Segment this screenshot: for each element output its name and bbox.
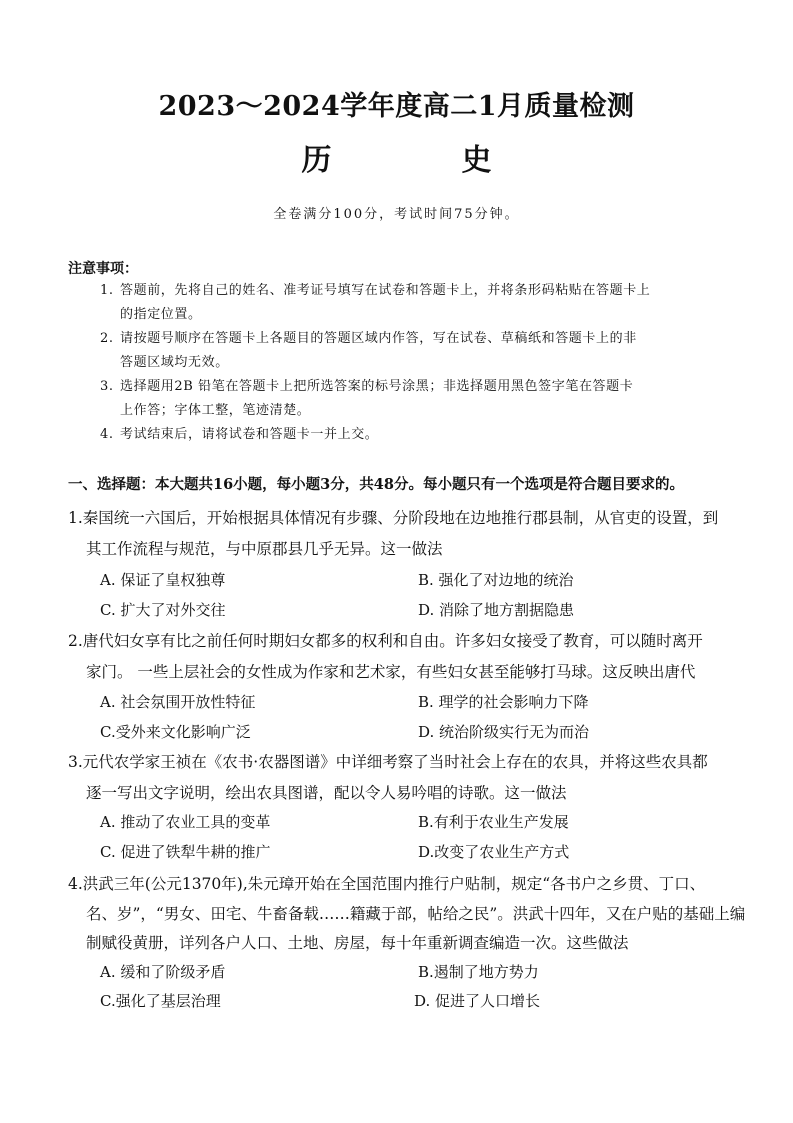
option-a: A. 社会氛围开放性特征 [100, 693, 256, 711]
notice-number: 1. [100, 283, 114, 298]
option-b: B.有利于农业生产发展 [418, 813, 569, 831]
notice-line: 答题前，先将自己的姓名、准考证号填写在试卷和答题卡上，并将条形码粘贴在答题卡上 [120, 283, 651, 298]
exam-info: 全卷满分100分，考试时间75分钟。 [273, 207, 520, 222]
notice-item-2 [100, 327, 740, 375]
question-line: 制赋役黄册，详列各户人口、土地、房屋，每十年重新调查编造一次。这些做法 [86, 934, 629, 952]
notice-item-1 [100, 279, 740, 327]
option-c: C.受外来文化影响广泛 [100, 723, 251, 741]
option-b: B. 理学的社会影响力下降 [418, 693, 589, 711]
notice-number: 2. [100, 331, 114, 346]
option-d: D. 统治阶级实行无为而治 [418, 723, 590, 741]
notice-item-4 [100, 423, 740, 447]
option-c: C. 扩大了对外交往 [100, 601, 226, 619]
option-a: A. 保证了皇权独尊 [100, 571, 226, 589]
question-line: 名、岁”，“男女、田宅、牛畜备载……籍藏于部，帖给之民”。洪武十四年，又在户贴的基础上编 [86, 905, 746, 923]
option-d: D. 促进了人口增长 [414, 992, 541, 1010]
option-b: B.遏制了地方势力 [418, 963, 539, 981]
question-line: 逐一写出文字说明，绘出农具图谱，配以令人易吟唱的诗歌。这一做法 [86, 784, 567, 802]
notice-line: 上作答；字体工整，笔迹清楚。 [120, 403, 311, 418]
option-a: A. 缓和了阶级矛盾 [100, 963, 226, 981]
option-c: C.强化了基层治理 [100, 992, 221, 1010]
question-line: 家门。 一些上层社会的女性成为作家和艺术家，有些妇女甚至能够打马球。这反映出唐代 [86, 663, 696, 681]
notice-line: 考试结束后，请将试卷和答题卡一并上交。 [120, 427, 379, 442]
option-d: D.改变了农业生产方式 [418, 843, 570, 861]
notice-line: 答题区域均无效。 [120, 355, 229, 370]
section-heading: 一、选择题：本大题共16小题，每小题3分，共48分。每小题只有一个选项是符合题目要求的。 [68, 476, 684, 493]
question-line: 4.洪武三年(公元1370年),朱元璋开始在全国范围内推行户贴制，规定“各书户之乡贯、丁口、 [68, 875, 706, 893]
question-line: 2.唐代妇女享有比之前任何时期妇女都多的权利和自由。许多妇女接受了教育，可以随时离开 [68, 632, 703, 650]
notice-number: 4. [100, 427, 114, 442]
question-line: 3.元代农学家王祯在《农书·农器图谱》中详细考察了当时社会上存在的农具，并将这些农具都 [68, 753, 708, 771]
option-a: A. 推动了农业工具的变革 [100, 813, 271, 831]
notice-line: 请按题号顺序在答题卡上各题目的答题区域内作答，写在试卷、草稿纸和答题卡上的非 [120, 331, 637, 346]
notice-line: 的指定位置。 [120, 307, 202, 322]
notice-number: 3. [100, 379, 114, 394]
notice-line: 选择题用2B 铅笔在答题卡上把所选答案的标号涂黑；非选择题用黑色签字笔在答题卡 [120, 379, 634, 394]
notice-heading: 注意事项： [68, 261, 138, 277]
exam-title: 2023～2024学年度高二1月质量检测 [158, 91, 635, 122]
subject-title: 历 史 [301, 143, 542, 178]
option-b: B. 强化了对边地的统治 [418, 571, 574, 589]
option-d: D. 消除了地方割据隐患 [418, 601, 575, 619]
question-line: 其工作流程与规范，与中原郡县几乎无异。这一做法 [86, 540, 443, 558]
question-line: 1.秦国统一六国后，开始根据具体情况有步骤、分阶段地在边地推行郡县制，从官吏的设置，到 [68, 509, 719, 527]
option-c: C. 促进了铁犁牛耕的推广 [100, 843, 271, 861]
notice-item-3 [100, 375, 740, 423]
